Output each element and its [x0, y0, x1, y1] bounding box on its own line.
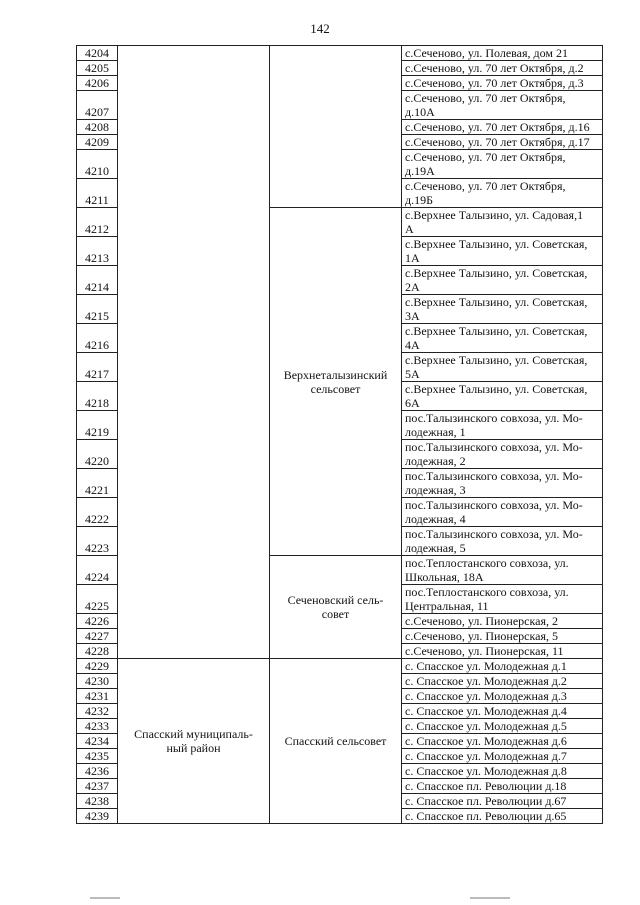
row-number: 4227: [77, 629, 118, 644]
row-number: 4221: [77, 469, 118, 498]
address-cell: с.Верхнее Талызино, ул. Советская, 5А: [402, 353, 603, 382]
address-cell: с.Сеченово, ул. 70 лет Октября, д.19Б: [402, 179, 603, 208]
address-cell: с.Сеченово, ул. 70 лет Октября, д.17: [402, 135, 603, 150]
row-number: 4204: [77, 46, 118, 61]
row-number: 4208: [77, 120, 118, 135]
address-cell: с.Сеченово, ул. Пионерская, 5: [402, 629, 603, 644]
row-number: 4233: [77, 719, 118, 734]
row-number: 4232: [77, 704, 118, 719]
row-number: 4211: [77, 179, 118, 208]
row-number: 4212: [77, 208, 118, 237]
settlement-cell: Сеченовский сель- совет: [270, 556, 402, 659]
row-number: 4205: [77, 61, 118, 76]
address-cell: с.Верхнее Талызино, ул. Советская, 6А: [402, 382, 603, 411]
address-cell: с. Спасское ул. Молодежная д.3: [402, 689, 603, 704]
address-cell: с. Спасское ул. Молодежная д.6: [402, 734, 603, 749]
row-number: 4234: [77, 734, 118, 749]
table-row: [77, 659, 603, 674]
row-number: 4217: [77, 353, 118, 382]
address-cell: с. Спасское ул. Молодежная д.4: [402, 704, 603, 719]
address-cell: с.Сеченово, ул. Полевая, дом 21: [402, 46, 603, 61]
address-cell: с. Спасское пл. Революции д.67: [402, 794, 603, 809]
footer-mark-right: [470, 897, 510, 899]
address-cell: пос.Талызинского совхоза, ул. Мо- лодежная, 1: [402, 411, 603, 440]
address-cell: с.Сеченово, ул. 70 лет Октября, д.3: [402, 76, 603, 91]
address-cell: с.Сеченово, ул. 70 лет Октября, д.19А: [402, 150, 603, 179]
address-cell: с.Сеченово, ул. 70 лет Октября, д.2: [402, 61, 603, 76]
row-number: 4236: [77, 764, 118, 779]
address-cell: с.Сеченово, ул. Пионерская, 2: [402, 614, 603, 629]
row-number: 4218: [77, 382, 118, 411]
row-number: 4220: [77, 440, 118, 469]
row-number: 4216: [77, 324, 118, 353]
address-cell: с. Спасское ул. Молодежная д.8: [402, 764, 603, 779]
row-number: 4224: [77, 556, 118, 585]
address-cell: с.Верхнее Талызино, ул. Садовая,1 А: [402, 208, 603, 237]
address-table: [76, 45, 603, 824]
table-row: [77, 46, 603, 61]
row-number: 4231: [77, 689, 118, 704]
address-cell: с. Спасское пл. Революции д.65: [402, 809, 603, 824]
address-cell: пос.Талызинского совхоза, ул. Мо- лодежная, 4: [402, 498, 603, 527]
address-cell: пос.Талызинского совхоза, ул. Мо- лодежная, 2: [402, 440, 603, 469]
address-cell: пос.Теплостанского совхоза, ул. Школьная, 18А: [402, 556, 603, 585]
address-cell: с. Спасское ул. Молодежная д.1: [402, 659, 603, 674]
address-cell: с. Спасское ул. Молодежная д.7: [402, 749, 603, 764]
address-cell: с. Спасское пл. Революции д.18: [402, 779, 603, 794]
settlement-cell: Спасский сельсовет: [270, 659, 402, 824]
address-cell: с. Спасское ул. Молодежная д.5: [402, 719, 603, 734]
row-number: 4215: [77, 295, 118, 324]
row-number: 4238: [77, 794, 118, 809]
settlement-cell: [270, 46, 402, 208]
address-cell: с.Верхнее Талызино, ул. Советская, 4А: [402, 324, 603, 353]
district-cell: [118, 46, 270, 659]
row-number: 4207: [77, 91, 118, 120]
row-number: 4226: [77, 614, 118, 629]
page-number: 142: [310, 21, 330, 36]
row-number: 4235: [77, 749, 118, 764]
address-cell: пос.Талызинского совхоза, ул. Мо- лодежная, 3: [402, 469, 603, 498]
address-table-body: [77, 46, 603, 824]
row-number: 4210: [77, 150, 118, 179]
address-cell: с. Спасское ул. Молодежная д.2: [402, 674, 603, 689]
address-cell: пос.Талызинского совхоза, ул. Мо- лодежная, 5: [402, 527, 603, 556]
address-cell: с.Верхнее Талызино, ул. Советская, 3А: [402, 295, 603, 324]
row-number: 4206: [77, 76, 118, 91]
row-number: 4229: [77, 659, 118, 674]
row-number: 4225: [77, 585, 118, 614]
address-cell: с.Верхнее Талызино, ул. Советская, 1А: [402, 237, 603, 266]
row-number: 4230: [77, 674, 118, 689]
address-cell: с.Сеченово, ул. 70 лет Октября, д.16: [402, 120, 603, 135]
row-number: 4239: [77, 809, 118, 824]
settlement-cell: Верхнеталызинский сельсовет: [270, 208, 402, 556]
row-number: 4237: [77, 779, 118, 794]
row-number: 4223: [77, 527, 118, 556]
district-cell: Спасский муниципаль- ный район: [118, 659, 270, 824]
row-number: 4213: [77, 237, 118, 266]
address-cell: с.Сеченово, ул. Пионерская, 11: [402, 644, 603, 659]
address-cell: с.Сеченово, ул. 70 лет Октября, д.10А: [402, 91, 603, 120]
row-number: 4209: [77, 135, 118, 150]
row-number: 4228: [77, 644, 118, 659]
row-number: 4222: [77, 498, 118, 527]
address-cell: с.Верхнее Талызино, ул. Советская, 2А: [402, 266, 603, 295]
footer-mark-left: [90, 897, 120, 899]
row-number: 4214: [77, 266, 118, 295]
address-cell: пос.Теплостанского совхоза, ул. Центральная, 11: [402, 585, 603, 614]
row-number: 4219: [77, 411, 118, 440]
